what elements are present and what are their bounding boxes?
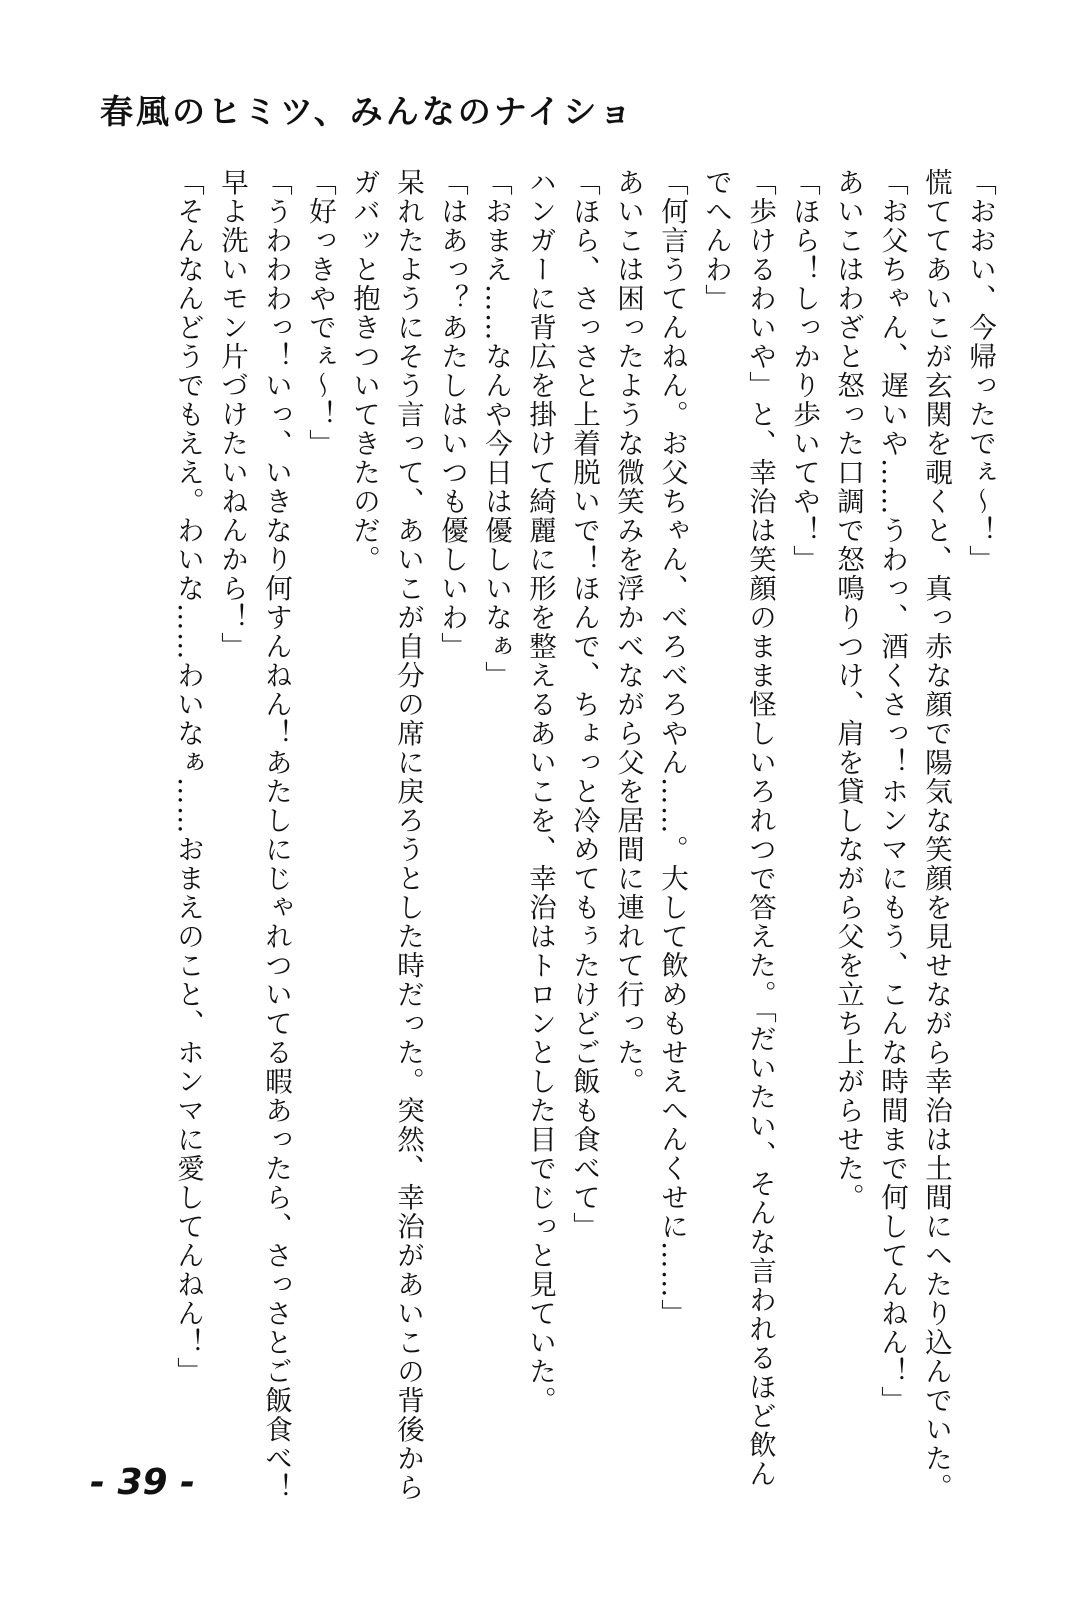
- text-line: 「ほら！しっかり歩いてや！」: [788, 168, 820, 574]
- text-line: 呆れたようにそう言って、あいこが自分の席に戻ろうとした時だった。突然、幸治があいこの背後からガバッと抱きついてきたのだ。: [348, 168, 424, 1502]
- text-line: 「おおい、今帰ったでぇ～！」: [964, 168, 996, 574]
- text-line: 「歩けるわいや」と、幸治は笑顔のまま怪しいろれつで答えた。「だいたい、そんな言われるほど飲んでへんわ」: [700, 168, 776, 1489]
- page-number: - 39 -: [90, 1462, 196, 1503]
- text-line: 「はあっ？あたしはいつも優しいわ」: [436, 168, 468, 661]
- text-line: 「うわわわっ！いっ、いきなり何すんねん！あたしにじゃれついてる暇あったら、さっさとご飯食べ！早よ洗いモン片づけたいねんから！」: [216, 168, 292, 1502]
- text-line: あいこはわざと怒った口調で怒鳴りつけ、肩を貸しながら父を立ち上がらせた。: [832, 168, 864, 1212]
- text-line: 「何言うてんねん。お父ちゃん、べろべろやん……。大して飲めもせえへんくせに……」: [656, 168, 688, 1328]
- text-line: 「お父ちゃん、遅いや……うわっ、酒くさっ！ホンマにもう、こんな時間まで何してんねん！」: [876, 168, 908, 1415]
- text-line: 「好っきやでぇ～！」: [304, 168, 336, 458]
- text-line: あいこは困ったような微笑みを浮かべながら父を居間に連れて行った。: [612, 168, 644, 1096]
- text-line: 「おまえ……なんや今日は優しいなぁ」: [480, 168, 512, 690]
- text-line: 慌ててあいこが玄関を覗くと、真っ赤な顔で陽気な笑顔を見せながら幸治は土間にへたり込んでいた。: [920, 168, 952, 1502]
- story-body: [166, 168, 1002, 1508]
- text-line: ハンガーに背広を掛けて綺麗に形を整えるあいこを、幸治はトロンとした目でじっと見ていた。: [524, 168, 556, 1415]
- text-line: 「ほら、さっさと上着脱いで！ほんで、ちょっと冷めてもぅたけどご飯も食べて」: [568, 168, 600, 1241]
- story-title: 春風のヒミツ、みんなのナイショ: [100, 92, 635, 131]
- text-line: 「そんなんどうでもええ。わいな……わいなぁ……おまえのこと、ホンマに愛してんねん！」: [172, 168, 204, 1386]
